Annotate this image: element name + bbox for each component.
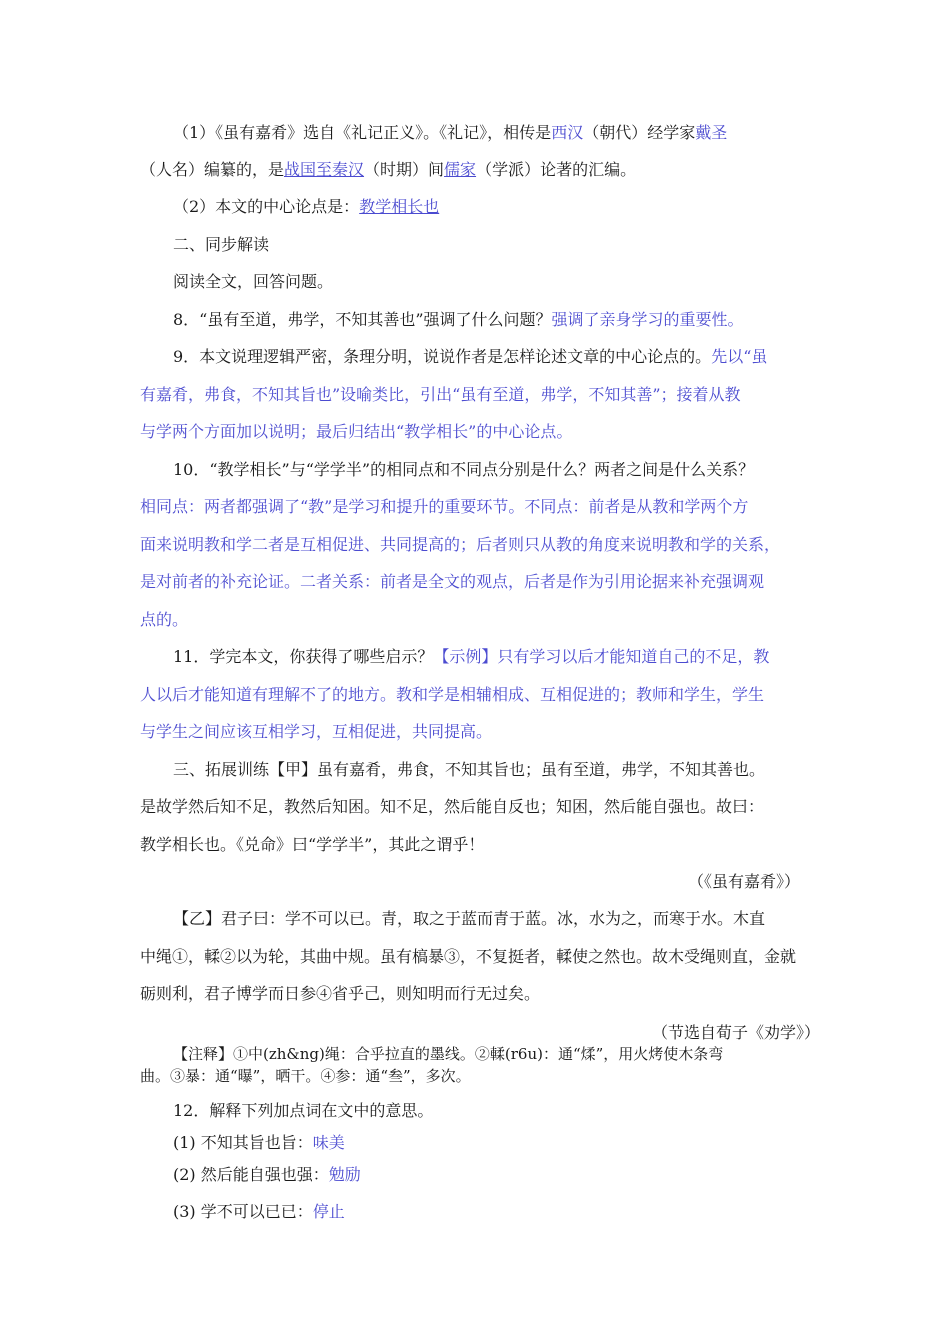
- intro-text: （2）本文的中心论点是：: [173, 197, 360, 216]
- intro-text: （时期）间: [364, 160, 445, 179]
- answer-dynasty: 西汉: [551, 123, 584, 142]
- question-12: 12．解释下列加点词在文中的意思。: [173, 1101, 434, 1120]
- answer-11-line-3: 与学生之间应该互相学习，互相促进，共同提高。: [140, 722, 493, 741]
- item-text: (1) 不知其旨也旨：: [173, 1133, 313, 1152]
- question-12-item-1: [173, 1133, 820, 1153]
- section-2-instruction: 阅读全文，回答问题。: [173, 272, 334, 291]
- question-11: [173, 647, 820, 667]
- passage-b-source: （节选自荀子《劝学》）: [651, 1023, 820, 1042]
- intro-text: （学派）论著的汇编。: [476, 160, 637, 179]
- question-10: 10．“教学相长”与“学学半”的相同点和不同点分别是什么？两者之间是什么关系？: [173, 460, 755, 479]
- intro-text: （1）《虽有嘉肴》选自《礼记正义》。《礼记》，相传是: [173, 123, 552, 142]
- section-3-line-2: 是故学然后知不足，教然后知困。知不足，然后能自反也；知困，然后能自强也。故曰：: [140, 797, 765, 816]
- passage-a-source: （《虽有嘉肴》）: [687, 872, 800, 891]
- answer-text: 先以“虽: [711, 347, 768, 366]
- passage-b-line-1: 【乙】君子曰：学不可以已。青，取之于蓝而青于蓝。冰，水为之，而寒于水。木直: [173, 909, 766, 928]
- intro-line-2: [140, 160, 820, 180]
- section-3-line-3: 教学相长也。《兑命》曰“学学半”，其此之谓乎！: [140, 835, 485, 854]
- answer-10-line-1: 相同点：两者都强调了“教”是学习和提升的重要环节。不同点：前者是从教和学两个方: [140, 497, 749, 516]
- section-3-line-1: 三、拓展训练【甲】虽有嘉肴，弗食，不知其旨也；虽有至道，弗学，不知其善也。: [173, 760, 766, 779]
- question-12-item-2: [173, 1165, 820, 1185]
- question-8: [173, 310, 820, 330]
- answer-11-line-2: 人以后才能知道有理解不了的地方。教和学是相辅相成、互相促进的；教师和学生，学生: [140, 685, 765, 704]
- answer-text: 【示例】只有学习以后才能知道自己的不足，教: [433, 647, 770, 666]
- annotation-line-2: 曲。③暴：通“曝”，晒干。④参：通“叁”，多次。: [140, 1067, 471, 1085]
- answer-9-line-2: 有嘉肴，弗食，不知其旨也”设喻类比，引出“虽有至道，弗学，不知其善”；接着从教: [140, 385, 741, 404]
- question-text: 8．“虽有至道，弗学，不知其善也”强调了什么问题？: [173, 310, 552, 329]
- answer-10-line-3: 是对前者的补充论证。二者关系：前者是全文的观点，后者是作为引用论据来补充强调观: [140, 572, 765, 591]
- item-text: (3) 学不可以已已：: [173, 1202, 313, 1221]
- answer-text: 强调了亲身学习的重要性。: [551, 310, 744, 329]
- answer-school: 儒家: [444, 160, 477, 179]
- intro-line-3: [173, 197, 820, 217]
- question-12-item-3: [173, 1202, 820, 1222]
- section-2-title: 二、同步解读: [173, 235, 270, 254]
- answer-text: 停止: [312, 1202, 345, 1221]
- passage-b-line-3: 砺则利，君子博学而日参④省乎己，则知明而行无过矣。: [140, 984, 541, 1003]
- intro-text: （人名）编纂的，是: [140, 160, 285, 179]
- question-text: 9．本文说理逻辑严密，条理分明，说说作者是怎样论述文章的中心论点的。: [173, 347, 712, 366]
- question-text: 11．学完本文，你获得了哪些启示？: [173, 647, 434, 666]
- answer-period: 战国至秦汉: [284, 160, 365, 179]
- passage-b-line-2: 中绳①，輮②以为轮，其曲中规。虽有槁暴③，不复挺者，輮使之然也。故木受绳则直，金就: [140, 947, 797, 966]
- answer-text: 味美: [312, 1133, 345, 1152]
- intro-text: （朝代）经学家: [583, 123, 696, 142]
- answer-text: 勉励: [328, 1165, 361, 1184]
- item-text: (2) 然后能自强也强：: [173, 1165, 329, 1184]
- question-9: [173, 347, 820, 367]
- answer-10-line-4: 点的。: [140, 610, 189, 629]
- answer-9-line-3: 与学两个方面加以说明；最后归结出“教学相长”的中心论点。: [140, 422, 573, 441]
- intro-line-1: [173, 123, 820, 143]
- answer-10-line-2: 面来说明教和学二者是互相促进、共同提高的；后者则只从教的角度来说明教和学的关系，: [140, 535, 781, 554]
- answer-person: 戴圣: [695, 123, 728, 142]
- annotation-line-1: 【注释】①中(zh&ng)绳：合乎拉直的墨线。②輮(r6u)：通“煣”，用火烤使木条弯: [173, 1045, 724, 1063]
- answer-central-argument: 教学相长也: [359, 197, 440, 216]
